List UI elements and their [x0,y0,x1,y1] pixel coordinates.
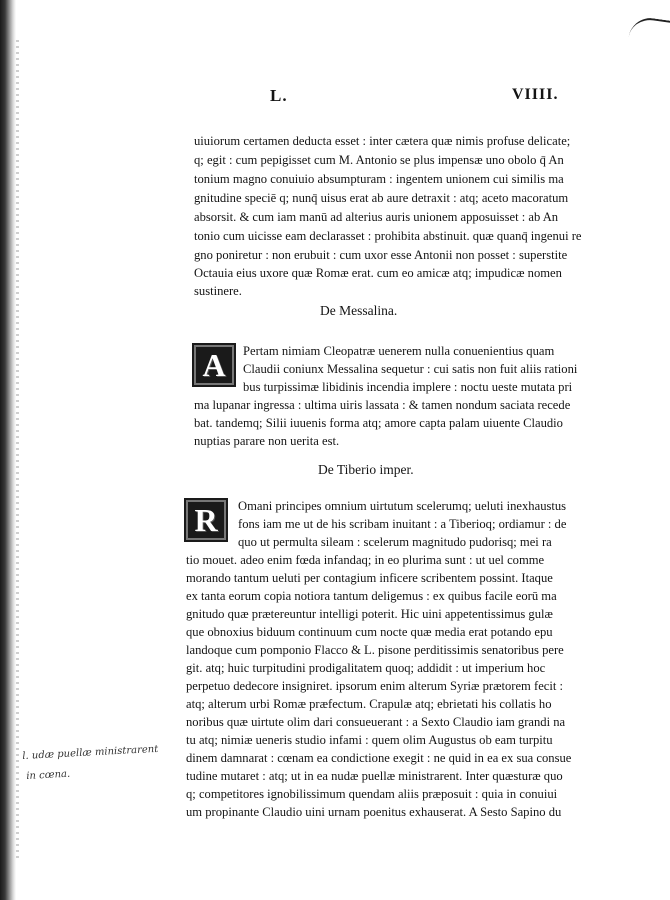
text-line: bus turpissimæ libidinis incendia implere : noctu ueste mutata pri [243,380,573,394]
text-line: gnitudine speciē q; nunq̄ uisus erat ab aure detraxit : atq; aceto macoratum [194,191,569,205]
text-line: morando tantum ueluti per contagium inficere scribentem possint. Itaque [186,571,553,585]
text-line: q; competitores ignobilissimum quendam aliis præposuit : quia in conuiui [186,787,558,801]
text-line: sustinere. [194,284,242,298]
text-line: gnitudo quæ prætereuntur intelligi poterit. Hic uini appetentissimus gulæ [186,607,553,621]
section-heading-tiberio: De Tiberio imper. [318,462,414,477]
page-binding-edge [0,0,16,900]
text-line: atq; alterum urbi Romæ præfectum. Crapulæ atq; ebrietati his collatis ho [186,697,552,711]
text-line: uiuiorum certamen deducta esset : inter cætera quæ nimis profuse delicate; [194,134,571,148]
text-line: dinem damnarat : cœnam ea condictione exegit : ne quid in ea ex sua consue [186,751,572,765]
handwritten-margin-note-line: in cœna. [26,768,71,782]
text-line: Pertam nimiam Cleopatræ uenerem nulla conuenientius quam [243,344,555,358]
folio-signature: L. [270,86,288,105]
text-line: tio mouet. adeo enim fœda infandaq; in eo plurima sunt : ut uel comme [186,553,545,567]
text-line: fons iam me ut de his scribam inuitant : a Tiberioq; ordiamur : de [238,517,567,531]
decorated-initial-a [192,343,236,387]
text-line: tu atq; nimiæ ueneris studio infami : quem olim Augustus ob eam turpitu [186,733,553,747]
text-line: bat. tandemq; Silii iuuenis forma atq; amore capta palam uiuente Claudio [194,416,563,430]
folio-number: VIIII. [512,86,559,103]
text-line: git. atq; huic turpitudini prodigalitatem quoq; addidit : ut imperium hoc [186,661,546,675]
text-line: Claudii coniunx Messalina sequetur : cui satis non fuit aliis rationi [243,362,578,376]
text-line: um propinante Claudio uini urnam poenitus exhauserat. A Sesto Sapino du [186,805,562,819]
text-line: gno poniretur : non erubuit : cum uxor esse Antonii non posset : superstite [194,248,568,262]
handwritten-margin-note-line: l. udæ puellæ ministrarent [22,743,159,762]
text-line: landoque cum pomponio Flacco & L. pisone perditissimis senatoribus pere [186,643,564,657]
text-line: perpetuo dedecore insigniret. ipsorum enim alterum Syriæ prætorem fecit : [186,679,564,693]
text-line: nuptias parare non uerita est. [194,434,340,448]
text-line: tudine mutaret : atq; ut in ea nudæ puellæ ministrarent. Inter quæsturæ quo [186,769,563,783]
text-line: ma lupanar ingressa : ultima uiris lassata : & tamen nondum saciata recede [194,398,571,412]
text-line: tonium magno conuiuio absumpturam : ingentem unionem cui similis ma [194,172,564,186]
text-line: tonio cum uicisse eam declarasset : prohibita abstinuit. quæ quanq̄ ingenui re [194,229,582,243]
page-corner-curl [629,15,670,42]
initial-letter: R [194,502,218,538]
text-line: que obnoxius biduum continuum cum nocte quæ media erat potando epu [186,625,553,639]
decorated-initial-r [184,498,228,542]
text-line: quo ut permulta sileam : scelerum magnitudo pudorisq; mei ra [238,535,552,549]
text-line: q; egit : cum pepigisset cum M. Antonio se plus impensæ uno obolo q̄ An [194,153,564,167]
text-line: ex tanta eorum copia notiora tantum deligemus : ex quibus facile eorū ma [186,589,557,603]
initial-letter: A [202,347,226,383]
text-line: noribus quæ uirtute olim dari consueuerant : a Sexto Claudio iam grandi na [186,715,566,729]
section-heading-messalina: De Messalina. [320,303,398,318]
text-line: Octauia eius uxore quæ Romæ erat. cum eo amicæ atq; impudicæ nomen [194,266,562,280]
text-line: Omani principes omnium uirtutum scelerumq; ueluti inexhaustus [238,499,567,513]
text-line: absorsit. & cum iam manū ad alterius auris unionem apposuisset : ab An [194,210,559,224]
